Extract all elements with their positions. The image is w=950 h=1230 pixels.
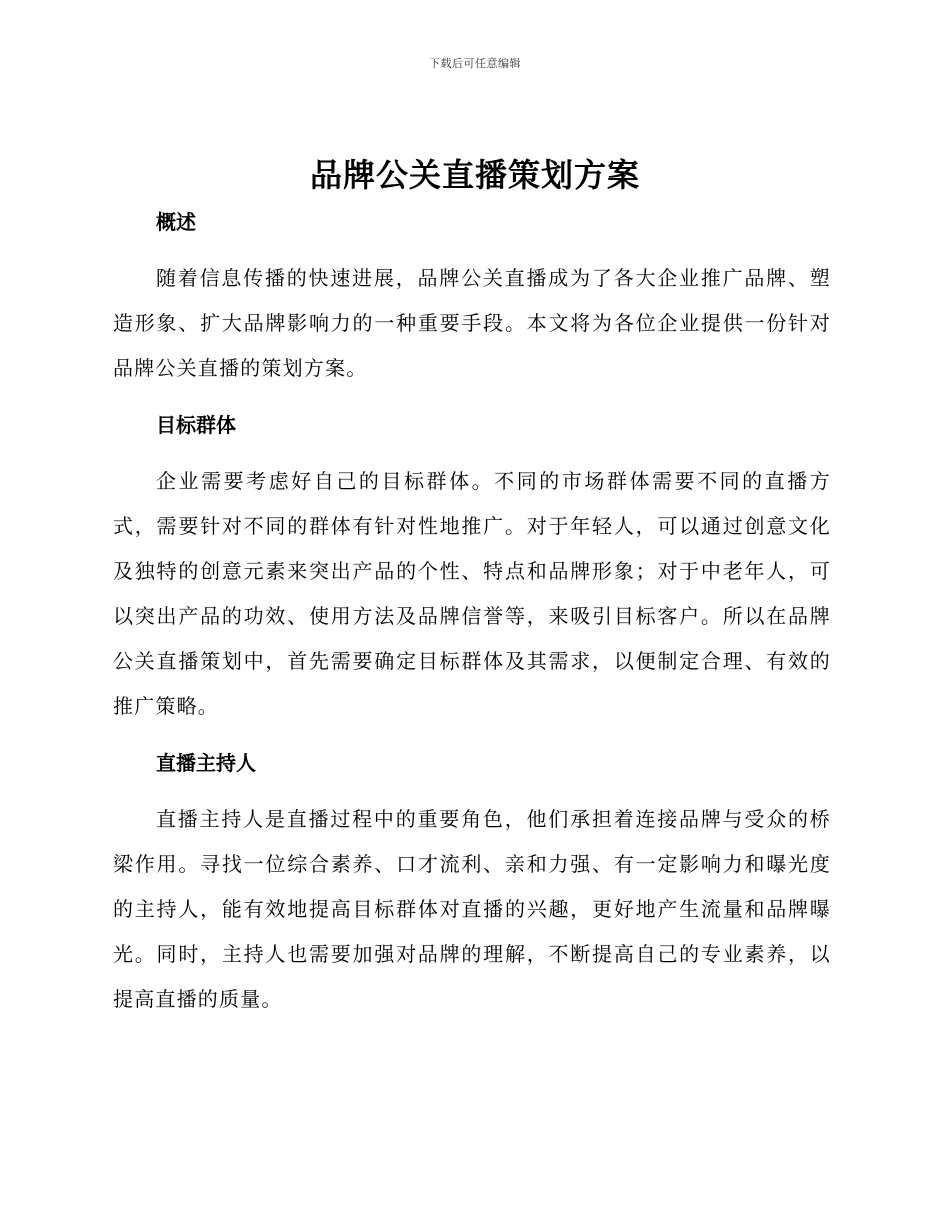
section-body-overview: 随着信息传播的快速进展，品牌公关直播成为了各大企业推广品牌、塑造形象、扩大品牌影响力的一种重要手段。本文将为各位企业提供一份针对品牌公关直播的策划方案。: [113, 266, 831, 380]
section-body-host: 直播主持人是直播过程中的重要角色，他们承担着连接品牌与受众的桥梁作用。寻找一位综合素养、口才流利、亲和力强、有一定影响力和曝光度的主持人，能有效地提高目标群体对直播的兴趣，更好地产生流量和品牌曝光。同时，主持人也需要加强对品牌的理解，不断提高自己的专业素养，以提高直播的质量。: [113, 807, 831, 1011]
header-note: 下载后可任意编辑: [429, 57, 521, 70]
document-body: [113, 200, 831, 1022]
section-overview: [113, 200, 831, 403]
document-title: 品牌公关直播策划方案: [309, 156, 640, 194]
section-body-target-group: 企业需要考虑好自己的目标群体。不同的市场群体需要不同的直播方式，需要针对不同的群体有针对性地推广。对于年轻人，可以通过创意文化及独特的创意元素来突出产品的个性、特点和品牌形象；对于中老年人，可以突出产品的功效、使用方法及品牌信誉等，来吸引目标客户。所以在品牌公关直播策划中，首先需要确定目标群体及其需求，以便制定合理、有效的推广策略。: [113, 469, 831, 718]
section-target-group: [113, 403, 831, 741]
section-heading-target-group: 目标群体: [156, 413, 236, 437]
section-host: [113, 741, 831, 1022]
section-heading-host: 直播主持人: [156, 751, 256, 775]
section-heading-overview: 概述: [156, 210, 196, 234]
